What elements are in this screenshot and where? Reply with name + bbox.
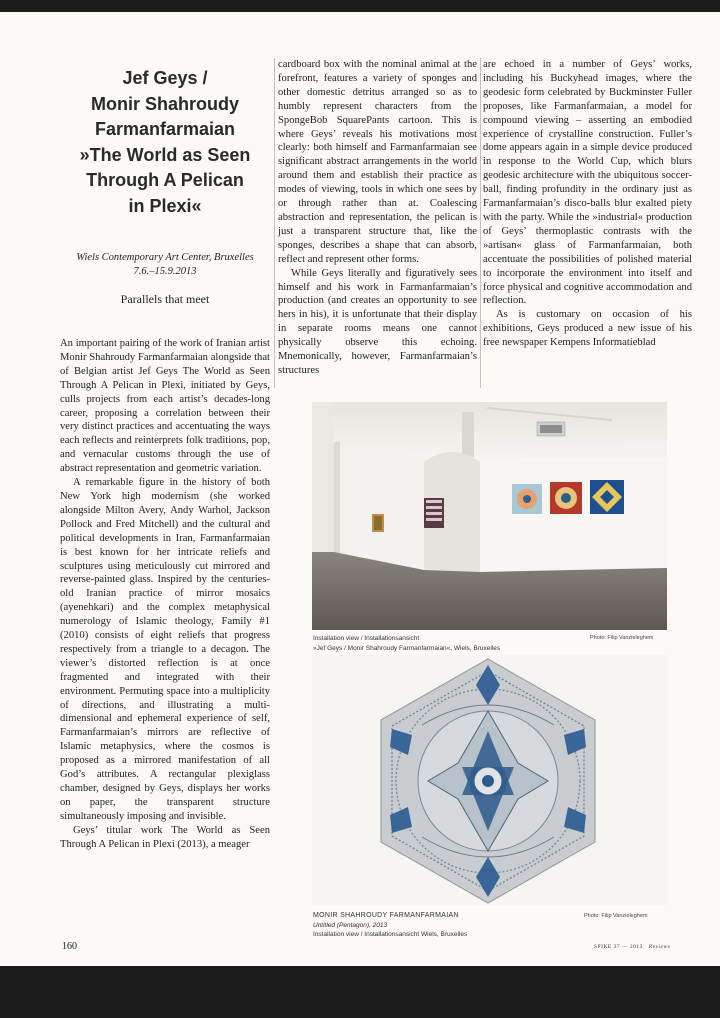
paragraph: An important pairing of the work of Iranian artist Monir Shahroudy Farmanfarmaian alongside that of Belgian artist Jef Geys The World as Seen Through A Pelican in Plexi, initiated by Geys, culls projects from each artist’s decades-long career, proposing a correlation between their very distinct practices and accentuating the ways each reflects and reinterprets folk traditions, pop, and vernacular customs through the use of abstract representation and geometric variation.	[60, 338, 270, 475]
running-footer	[594, 944, 670, 950]
article-title	[60, 66, 270, 219]
caption-line: Installation view / Installationsansicht Wiels, Bruxelles	[313, 931, 468, 938]
article-tagline: Parallels that meet	[120, 292, 210, 306]
title-line: in Plexi«	[128, 195, 202, 216]
venue-name: Wiels Contemporary Art Center, Bruxelles	[76, 252, 254, 263]
column-rule	[480, 58, 481, 388]
title-line: Through A Pelican	[86, 170, 244, 190]
bottom-scan-bar	[0, 966, 720, 1018]
gallery-room-image	[312, 402, 667, 630]
caption-line: Installation view / Installationsansicht	[313, 635, 420, 642]
exhibition-dates: 7.6.–15.9.2013	[133, 266, 197, 277]
paragraph: Geys’ titular work The World as Seen Through A Pelican in Plexi (2013), a meager	[60, 824, 270, 850]
caption-line: »Jef Geys / Monir Shahroudy Farmanfarmaian«, Wiels, Bruxelles	[313, 644, 501, 652]
title-line: Monir Shahroudy	[91, 93, 239, 114]
paragraph: cardboard box with the nominal animal at the forefront, features a variety of sponges and other domestic detritus arranged so as to humbly represent characters from the SpongeBob SquarePants cartoon. This is where Geys’ reveals his motivations most clearly: both himself and Farmanfarmaian see significant abstract arrangements in the world around them and establish their practice as modes of viewing, tools in which one sees by or through rather than at. Coalescing abstraction and representation, the pelican is just a transparent structure that, like the sponges, describes a shape that can absorb, reflect and represent other forms.	[278, 59, 477, 265]
text-column-3	[483, 58, 692, 350]
photo2-credit: Photo: Filip Vanzieleghem	[584, 913, 648, 919]
paragraph: As is customary on occasion of his exhibitions, Geys produced a new issue of his free newspaper Kempens Informatieblad	[483, 309, 692, 349]
text-column-1	[60, 337, 270, 852]
issue-label: SPIKE 37 — 2013	[594, 944, 643, 950]
text-column-2	[278, 58, 477, 378]
section-label: Reviews	[648, 944, 671, 950]
title-line: Farmanfarmaian	[94, 119, 236, 139]
paragraph: are echoed in a number of Geys’ works, including his Buckyhead images, where the geodesic form celebrated by Buckminster Fuller proposes, like Farmanfarmaian, a model for compound viewing – asserting an embodied experience of crystalline construction. Fuller’s dome appears again in a simple device produced in response to the World Cup, which blurs geodesic architecture with the ubiquitous soccer-ball, finding profundity in the ordinary just as Farmanfarmaian’s disco-balls blur exalted piety with the party. While the »industrial« production of Geys’ thermoplastic contrasts with the »artisan« glass of Farmanfarmaian, both accentuate the possibilities of polished material to incorporate the environment into itself and force physical and cognitive accommodation and reflection.	[483, 59, 692, 307]
column-rule	[274, 58, 275, 388]
title-line: Jef Geys /	[122, 68, 208, 88]
photo1-caption	[313, 634, 500, 653]
top-scan-bar	[0, 0, 720, 12]
paragraph: A remarkable figure in the history of both New York high modernism (she worked alongside Milton Avery, Andy Warhol, Jackson Pollock and Fred Mitchell) and the cultural and political developments in Iran, Farmanfarmaian is best known for her intricate reliefs and sculptures using meticulously cut mirrored and reverse-painted glass. Inspired by the centuries-old Iranian practice of mirror mosaics (ayenehkari) and the complex metaphysical numerology of Islamic theology, Family #1 (2010) consists of eight reliefs that progress respectively from a triangle to a decagon. The viewer’s distorted reflection is at once fragmented and integrated with their environment. Permuting space into a multiplicity of directions, and illustrating a multi-dimensional and ephemeral experience of self, Farmanfarmaian’s mirrors are reflective of Islamic metaphysics, where the cosmos is proposed as a mirrored manifestation of all God’s attributes. A rectangular plexiglass chamber, designed by Geys, displays her works on paper, the transparent structure simultaneously imposing and invisible.	[60, 477, 270, 822]
photo1-credit: Photo: Filip Vanzieleghem	[590, 635, 654, 641]
installation-photo	[312, 402, 667, 630]
artist-name: MONIR SHAHROUDY FARMANFARMAIAN	[313, 912, 459, 919]
paragraph: While Geys literally and figuratively sees himself and his work in Farmanfarmaian’s production (and creates an opportunity to see hers in his), it is unfortunate that their display in separate rooms means one cannot physically observe this echoing. Mnemonically, however, Farmanfarmaian’s structures	[278, 267, 477, 376]
artwork-photo	[312, 655, 667, 905]
artwork-title: Untitled (Pentagon), 2013	[313, 921, 388, 929]
mirror-mosaic-image	[312, 655, 667, 905]
page-number: 160	[62, 941, 77, 952]
photo2-caption	[313, 911, 467, 940]
title-line: »The World as Seen	[79, 144, 251, 165]
venue-info	[60, 251, 270, 279]
